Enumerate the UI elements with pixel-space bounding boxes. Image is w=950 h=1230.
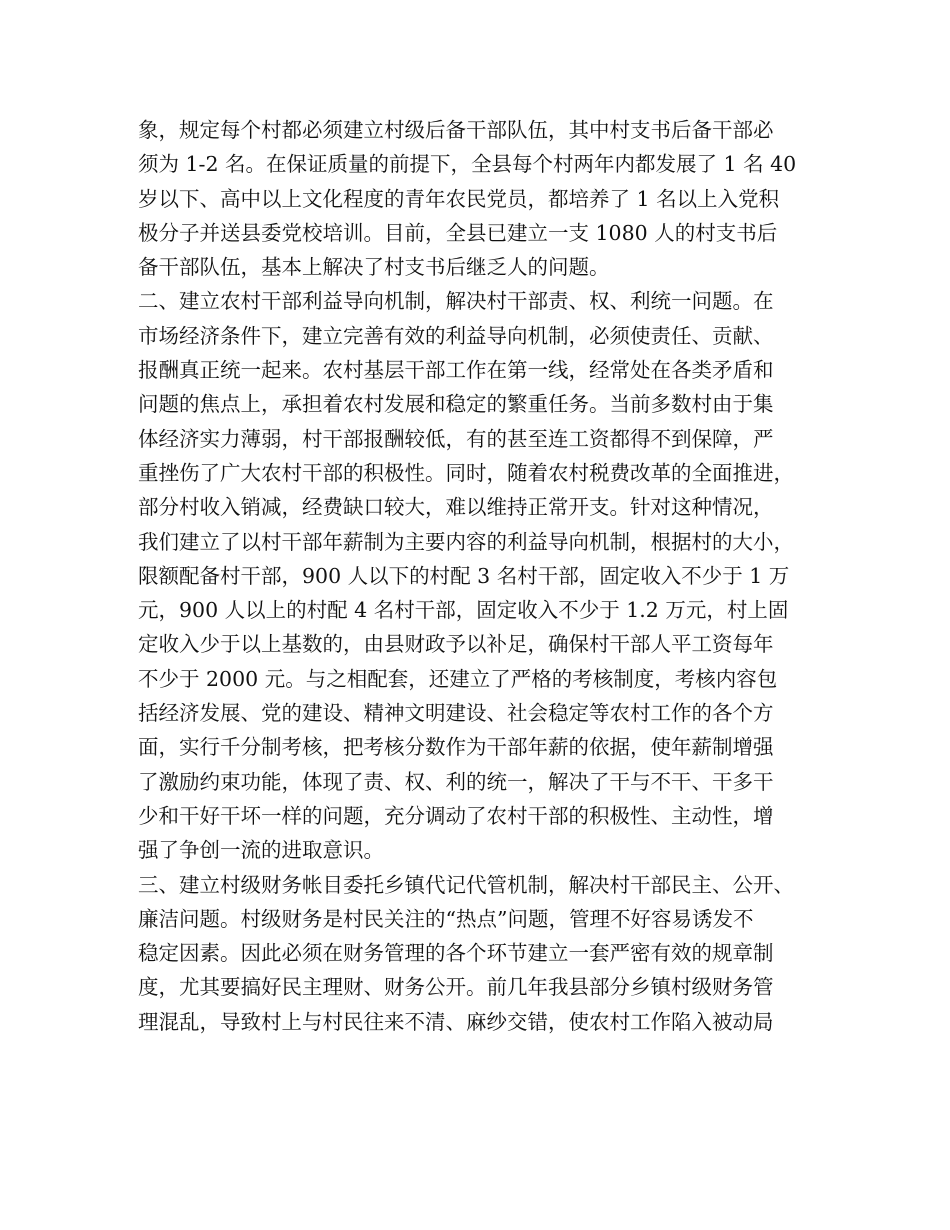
text-line: 部分村收入销减，经费缺口较大，难以维持正常开支。针对这种情况， — [138, 495, 774, 520]
text-line: 极分子并送县委党校培训。目前，全县已建立一支 1080 人的村支书后 — [138, 220, 778, 245]
text-line: 稳定因素。因此必须在财务管理的各个环节建立一套严密有效的规章制 — [138, 941, 774, 966]
text-line: 重挫伤了广大农村干部的积极性。同时，随着农村税费改革的全面推进， — [138, 460, 794, 485]
text-line: 限额配备村干部，900 人以下的村配 3 名村干部，固定收入不少于 1 万 — [138, 563, 790, 588]
text-line: 少和干好干坏一样的问题，充分调动了农村干部的积极性、主动性，增 — [138, 803, 774, 828]
text-line: 体经济实力薄弱，村干部报酬较低，有的甚至连工资都得不到保障，严 — [138, 426, 774, 451]
text-line: 报酬真正统一起来。农村基层干部工作在第一线，经常处在各类矛盾和 — [138, 358, 774, 383]
text-line: 廉洁问题。村级财务是村民关注的“热点”问题，管理不好容易诱发不 — [138, 906, 754, 931]
text-line: 定收入少于以上基数的，由县财政予以补足，确保村干部人平工资每年 — [138, 632, 774, 657]
text-line: 我们建立了以村干部年薪制为主要内容的利益导向机制，根据村的大小， — [138, 529, 794, 554]
text-line: 括经济发展、党的建设、精神文明建设、社会稳定等农村工作的各个方 — [138, 701, 774, 726]
text-line: 理混乱，导致村上与村民往来不清、麻纱交错，使农村工作陷入被动局 — [138, 1009, 774, 1034]
text-line: 了激励约束功能，体现了责、权、利的统一，解决了干与不干、干多干 — [138, 769, 774, 794]
text-line: 面，实行千分制考核，把考核分数作为干部年薪的依据，使年薪制增强 — [138, 735, 774, 760]
text-line: 问题的焦点上，承担着农村发展和稳定的繁重任务。当前多数村由于集 — [138, 392, 774, 417]
section-heading-line: 三、建立村级财务帐目委托乡镇代记代管机制，解决村干部民主、公开、 — [138, 872, 794, 897]
document-body — [138, 113, 828, 1039]
text-line: 元，900 人以上的村配 4 名村干部，固定收入不少于 1.2 万元，村上固 — [138, 598, 789, 623]
section-heading-line: 二、建立农村干部利益导向机制，解决村干部责、权、利统一问题。在 — [138, 289, 774, 314]
text-line: 岁以下、高中以上文化程度的青年农民党员，都培养了 1 名以上入党积 — [138, 186, 780, 211]
text-line: 象，规定每个村都必须建立村级后备干部队伍，其中村支书后备干部必 — [138, 118, 774, 142]
text-line: 市场经济条件下，建立完善有效的利益导向机制，必须使责任、贡献、 — [138, 323, 774, 348]
text-line: 备干部队伍，基本上解决了村支书后继乏人的问题。 — [138, 255, 610, 280]
text-line: 须为 1-2 名。在保证质量的前提下，全县每个村两年内都发展了 1 名 40 — [138, 152, 797, 177]
text-line: 度，尤其要搞好民主理财、财务公开。前几年我县部分乡镇村级财务管 — [138, 975, 774, 1000]
text-line: 不少于 2000 元。与之相配套，还建立了严格的考核制度，考核内容包 — [138, 666, 778, 691]
text-line: 强了争创一流的进取意识。 — [138, 838, 384, 863]
